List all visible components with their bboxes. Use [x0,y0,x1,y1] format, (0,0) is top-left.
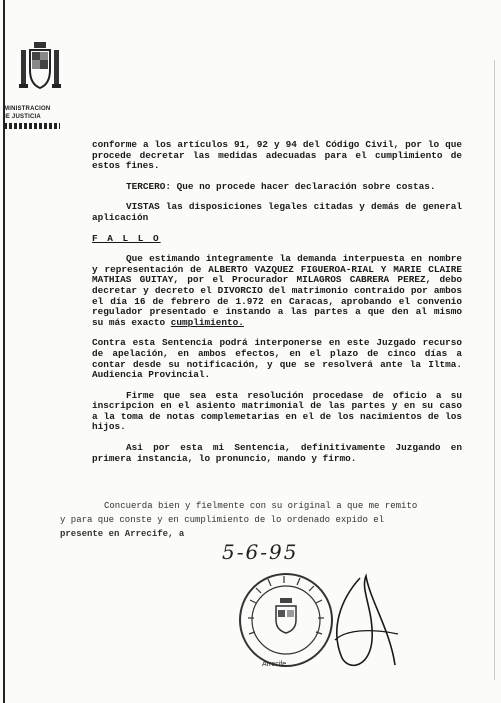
fallo-heading: F A L L O [92,232,161,244]
paragraph-fallo [92,254,462,328]
coat-of-arms-icon [18,40,62,98]
handwritten-signature [300,570,410,675]
paragraph-recurso: Contra esta Sentencia podrá interponerse en este Juzgado recurso de apelación, en ambos efectos, en el plazo de cinco días a contar desde su notificación, y que se resolverá ante la Iltma. Audiencia Provincial. [92,337,462,381]
fallo-text: Que estimando integramente la demanda interpuesta en nombre y representación de ALBERTO VAZQUEZ FIGUEROA-RIAL Y MARIE CLAIRE MATHIAS GUITAY, por el Procurador MILAGROS CABRERA PEREZ, debo decretar y decreto el DIVORCIO del matrimonio contraido por ambos el día 16 de febrero de 1.972 en Caracas, aprobando el convenio regulador presentado e instando a las partes a que den al mismo su más exacto [92,253,462,328]
tercero-label: TERCERO: [126,180,172,192]
paragraph-final: Asi por esta mi Sentencia, definitivamente Juzgando en primera instancia, lo pronuncio, mando y firmo. [92,442,462,464]
paragraph-vistas: VISTAS las disposiciones legales citadas y demás de general aplicación [92,201,462,223]
ministry-line-2: IE JUSTICIA [4,114,41,120]
tercero-text: Que no procede hacer declaración sobre costas. [176,180,436,192]
stamp-place: Arrecife [262,661,287,668]
sentence-body [92,140,462,474]
paragraph-tercero [92,182,462,193]
paragraph-articles: conforme a los artículos 91, 92 y 94 del Código Civil, por lo que procede decretar las medidas adecuadas para el cumplimiento de estos fines. [92,139,462,172]
certification-block [60,499,460,541]
certification-line-1: Concuerda bien y fielmente con su original a que me remito [104,501,418,511]
right-margin-marks [488,60,495,680]
ministry-decorative-bar [4,123,60,129]
ministry-line-1: MINISTRACION [4,106,51,112]
handwritten-date: 5-6-95 [222,540,299,564]
paragraph-firme: Firme que sea esta resolución procedase de oficio a su inscripcion en el asiento matrimonial de las partes y en su caso a la toma de notas complemetarias en el de los nacimientos de los hijos. [92,389,462,433]
certification-line-3: presente en Arrecife, a [60,529,185,539]
fallo-end: cumplimiento. [170,316,244,328]
ministry-label [4,105,60,129]
certification-line-2: y para que conste y en cumplimiento de lo ordenado expido el [60,515,385,525]
